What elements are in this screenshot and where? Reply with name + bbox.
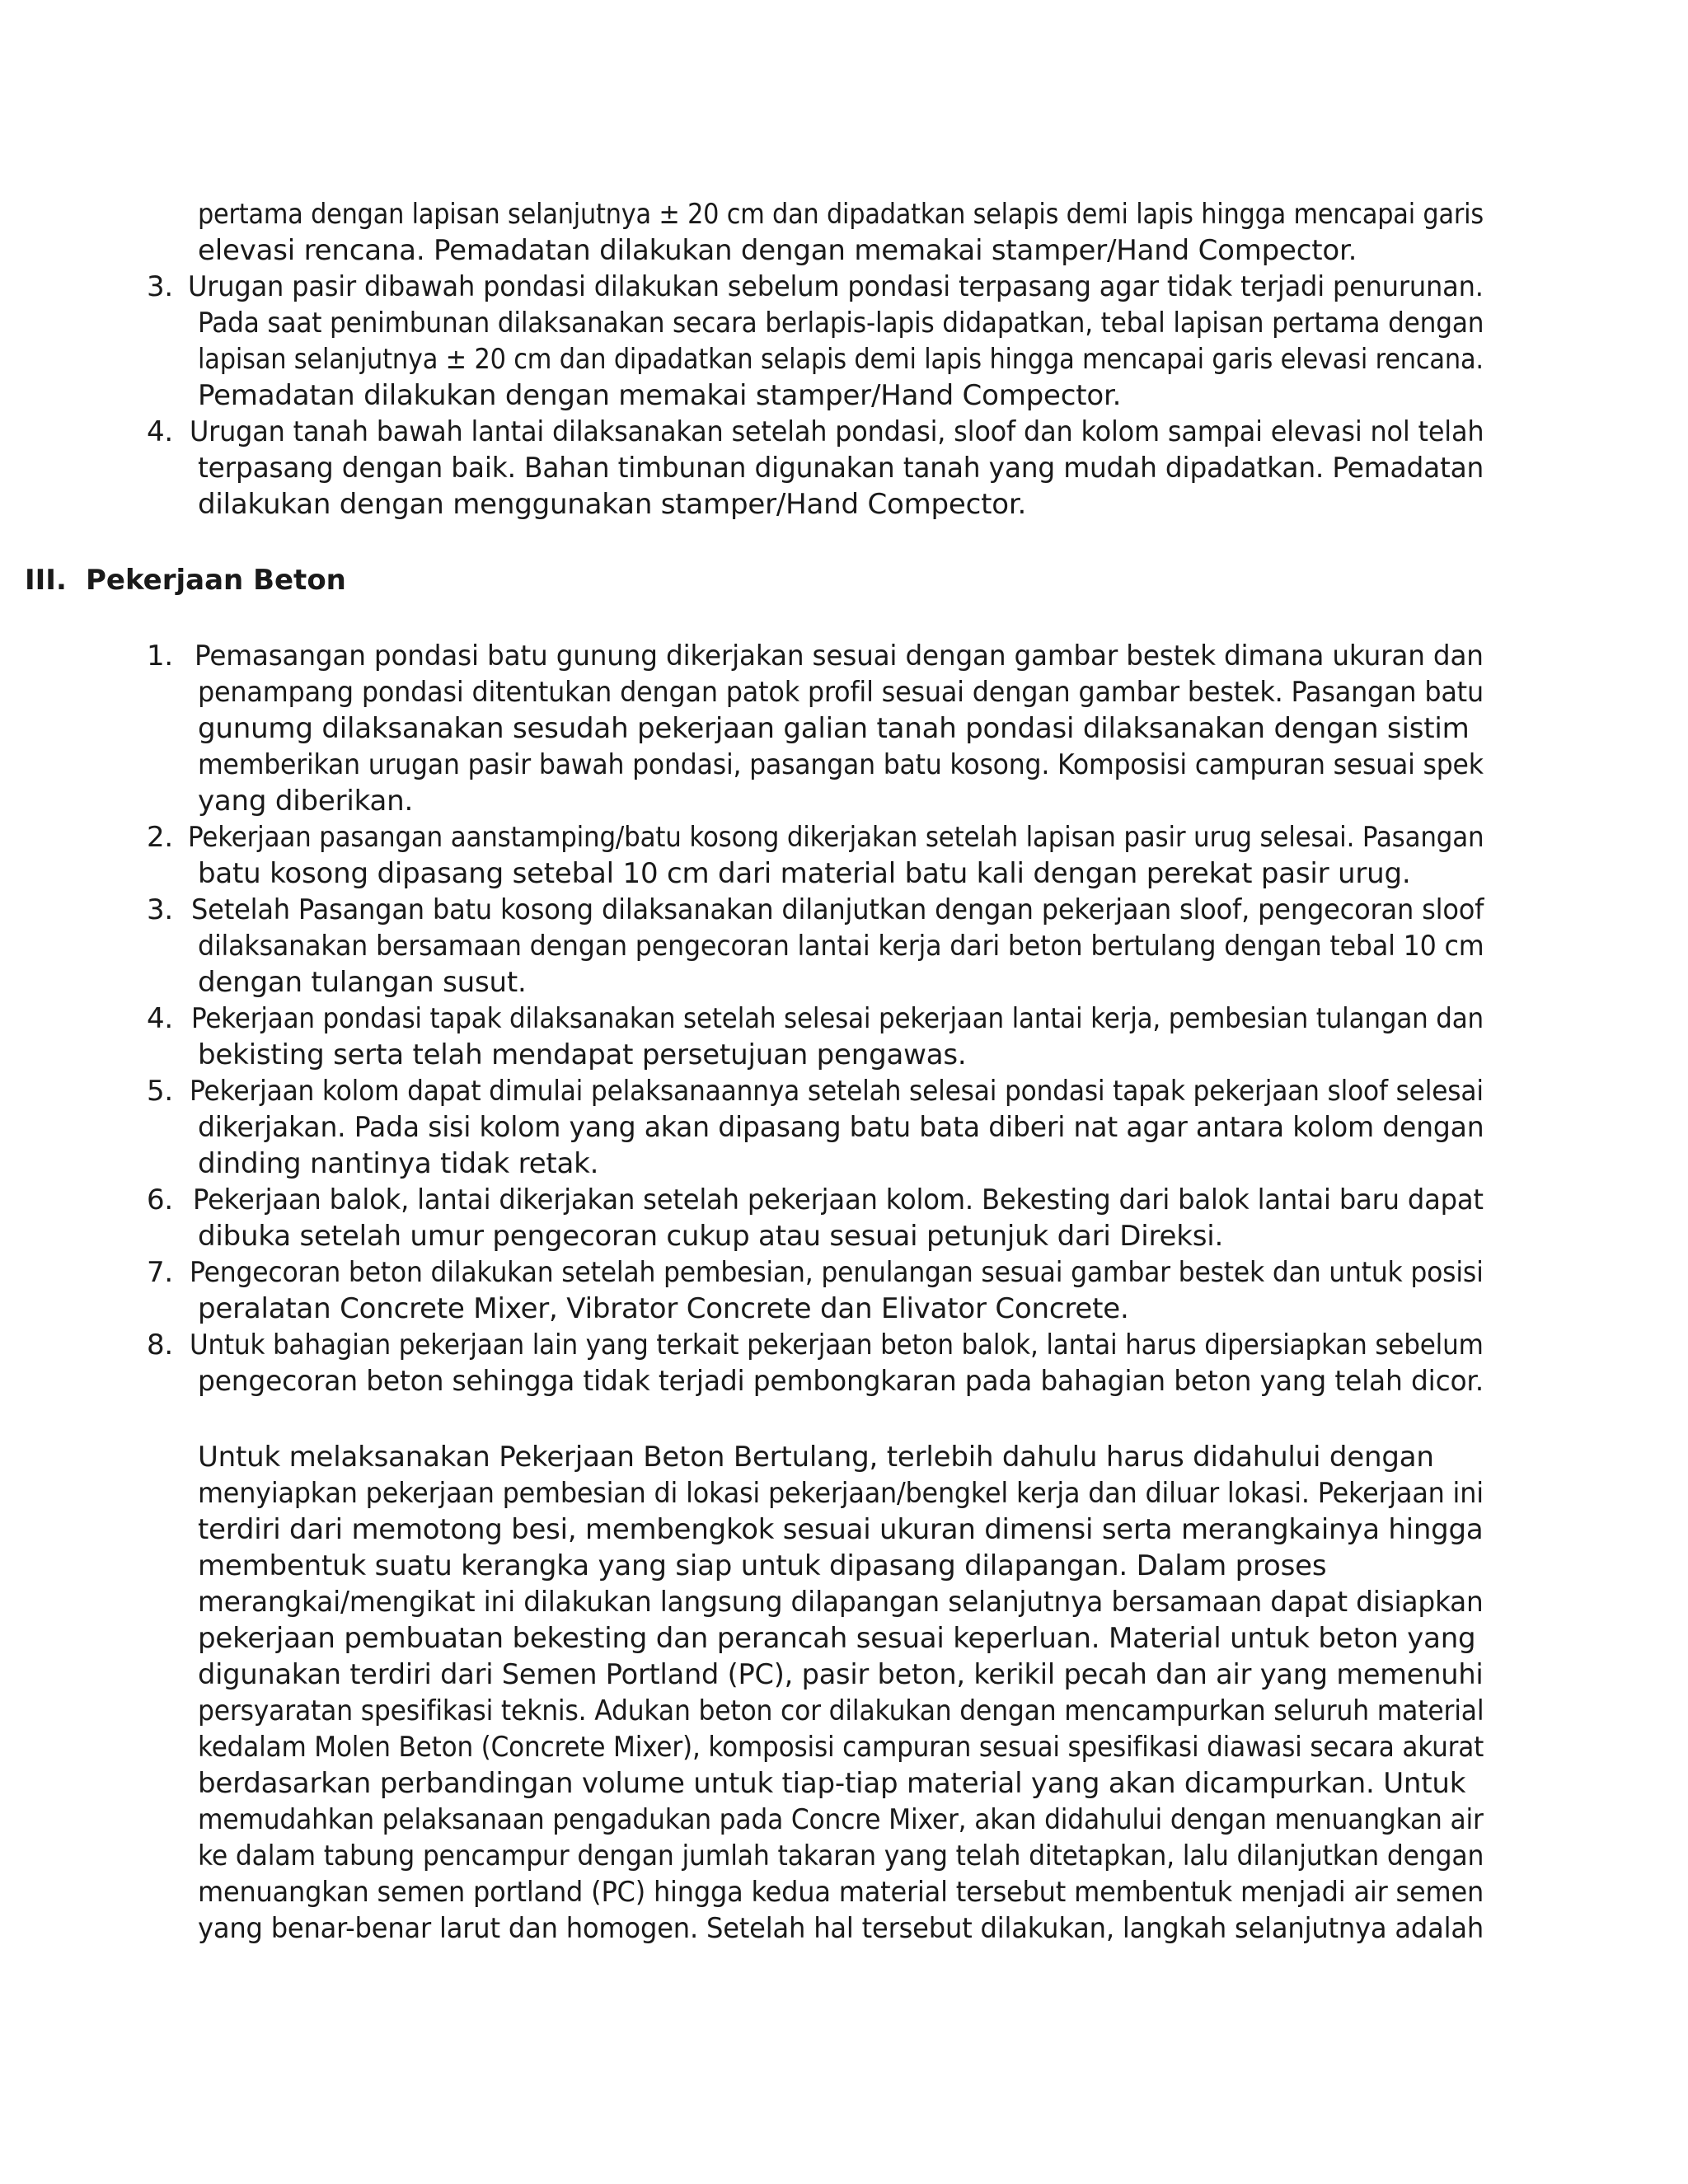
section-title: Pekerjaan Beton: [86, 564, 346, 597]
text-line: Pada saat penimbunan dilaksanakan secara berlapis-lapis didapatkan, tebal lapisan pertama dengan: [198, 307, 1484, 340]
list-number: 7.: [147, 1256, 174, 1289]
text-line: Pengecoran beton dilakukan setelah pembesian, penulangan sesuai gambar bestek dan untuk posisi: [190, 1256, 1484, 1289]
text-line: yang diberikan.: [198, 785, 414, 818]
text-line: Pemadatan dilakukan dengan memakai stamper/Hand Compector.: [198, 379, 1122, 412]
text-line: digunakan terdiri dari Semen Portland (PC), pasir beton, kerikil pecah dan air yang memenuhi: [198, 1658, 1484, 1691]
text-line: Untuk bahagian pekerjaan lain yang terkait pekerjaan beton balok, lantai harus dipersiapkan sebelum: [190, 1329, 1484, 1361]
list-number: 4.: [147, 415, 174, 448]
text-line: dinding nantinya tidak retak.: [198, 1147, 599, 1180]
list-number: 3.: [147, 270, 174, 303]
text-line: pengecoran beton sehingga tidak terjadi pembongkaran pada bahagian beton yang telah dicor.: [198, 1365, 1484, 1398]
text-line: membentuk suatu kerangka yang siap untuk dipasang dilapangan. Dalam proses: [198, 1549, 1327, 1582]
text-line: dilaksanakan bersamaan dengan pengecoran lantai kerja dari beton bertulang dengan tebal 10 cm: [198, 930, 1484, 963]
text-line: dilakukan dengan menggunakan stamper/Hand Compector.: [198, 488, 1027, 521]
text-line: dibuka setelah umur pengecoran cukup atau sesuai petunjuk dari Direksi.: [198, 1220, 1224, 1253]
list-number: 1.: [147, 640, 174, 673]
text-line: pertama dengan lapisan selanjutnya ± 20 cm dan dipadatkan selapis demi lapis hingga mencapai garis: [198, 198, 1484, 231]
text-line: penampang pondasi ditentukan dengan patok profil sesuai dengan gambar bestek. Pasangan batu: [198, 676, 1484, 709]
text-line: Pekerjaan pasangan aanstamping/batu kosong dikerjakan setelah lapisan pasir urug selesai. Pasangan: [188, 821, 1484, 854]
text-line: Pekerjaan balok, lantai dikerjakan setelah pekerjaan kolom. Bekesting dari balok lantai baru dapat: [193, 1183, 1484, 1216]
text-line: menuangkan semen portland (PC) hingga kedua material tersebut membentuk menjadi air semen: [198, 1876, 1484, 1909]
text-line: memudahkan pelaksanaan pengadukan pada Concre Mixer, akan didahului dengan menuangkan air: [198, 1803, 1484, 1836]
section-number: III.: [25, 564, 67, 597]
text-line: Urugan pasir dibawah pondasi dilakukan sebelum pondasi terpasang agar tidak terjadi penurunan.: [188, 270, 1484, 303]
text-line: berdasarkan perbandingan volume untuk tiap-tiap material yang akan dicampurkan. Untuk: [198, 1767, 1466, 1800]
list-number: 5.: [147, 1075, 174, 1108]
text-line: terpasang dengan baik. Bahan timbunan digunakan tanah yang mudah dipadatkan. Pemadatan: [198, 452, 1484, 485]
text-line: terdiri dari memotong besi, membengkok sesuai ukuran dimensi serta merangkainya hingga: [198, 1513, 1484, 1546]
text-line: bekisting serta telah mendapat persetujuan pengawas.: [198, 1038, 967, 1071]
list-number: 3.: [147, 893, 174, 926]
text-line: batu kosong dipasang setebal 10 cm dari material batu kali dengan perekat pasir urug.: [198, 857, 1411, 890]
text-line: Untuk melaksanakan Pekerjaan Beton Bertulang, terlebih dahulu harus didahului dengan: [198, 1441, 1434, 1474]
text-line: Pemasangan pondasi batu gunung dikerjakan sesuai dengan gambar bestek dimana ukuran dan: [195, 640, 1484, 673]
list-number: 6.: [147, 1183, 174, 1216]
text-line: lapisan selanjutnya ± 20 cm dan dipadatkan selapis demi lapis hingga mencapai garis elevasi rencana.: [198, 343, 1484, 376]
text-line: gunumg dilaksanakan sesudah pekerjaan galian tanah pondasi dilaksanakan dengan sistim: [198, 712, 1470, 745]
text-line: yang benar-benar larut dan homogen. Setelah hal tersebut dilakukan, langkah selanjutnya adalah: [198, 1912, 1484, 1945]
text-line: Pekerjaan pondasi tapak dilaksanakan setelah selesai pekerjaan lantai kerja, pembesian tulangan dan: [191, 1002, 1484, 1035]
text-line: dengan tulangan susut.: [198, 966, 527, 999]
text-line: menyiapkan pekerjaan pembesian di lokasi pekerjaan/bengkel kerja dan diluar lokasi. Pekerjaan ini: [198, 1477, 1484, 1510]
text-line: pekerjaan pembuatan bekesting dan perancah sesuai keperluan. Material untuk beton yang: [198, 1622, 1476, 1655]
list-number: 2.: [147, 821, 174, 854]
text-line: kedalam Molen Beton (Concrete Mixer), komposisi campuran sesuai spesifikasi diawasi secara akurat: [198, 1731, 1484, 1764]
text-line: persyaratan spesifikasi teknis. Adukan beton cor dilakukan dengan mencampurkan seluruh material: [198, 1694, 1484, 1727]
text-line: memberikan urugan pasir bawah pondasi, pasangan batu kosong. Komposisi campuran sesuai spek: [198, 748, 1484, 781]
text-line: merangkai/mengikat ini dilakukan langsung dilapangan selanjutnya bersamaan dapat disiapkan: [198, 1586, 1484, 1619]
text-line: peralatan Concrete Mixer, Vibrator Concrete dan Elivator Concrete.: [198, 1292, 1129, 1325]
list-number: 4.: [147, 1002, 174, 1035]
text-line: ke dalam tabung pencampur dengan jumlah takaran yang telah ditetapkan, lalu dilanjutkan dengan: [198, 1840, 1484, 1872]
text-line: Urugan tanah bawah lantai dilaksanakan setelah pondasi, sloof dan kolom sampai elevasi nol telah: [190, 415, 1484, 448]
text-line: elevasi rencana. Pemadatan dilakukan dengan memakai stamper/Hand Compector.: [198, 234, 1357, 267]
text-line: Pekerjaan kolom dapat dimulai pelaksanaannya setelah selesai pondasi tapak pekerjaan sloof selesai: [190, 1075, 1484, 1108]
text-line: dikerjakan. Pada sisi kolom yang akan dipasang batu bata diberi nat agar antara kolom dengan: [198, 1111, 1484, 1144]
list-number: 8.: [147, 1329, 174, 1361]
text-line: Setelah Pasangan batu kosong dilaksanakan dilanjutkan dengan pekerjaan sloof, pengecoran sloof: [191, 893, 1484, 926]
